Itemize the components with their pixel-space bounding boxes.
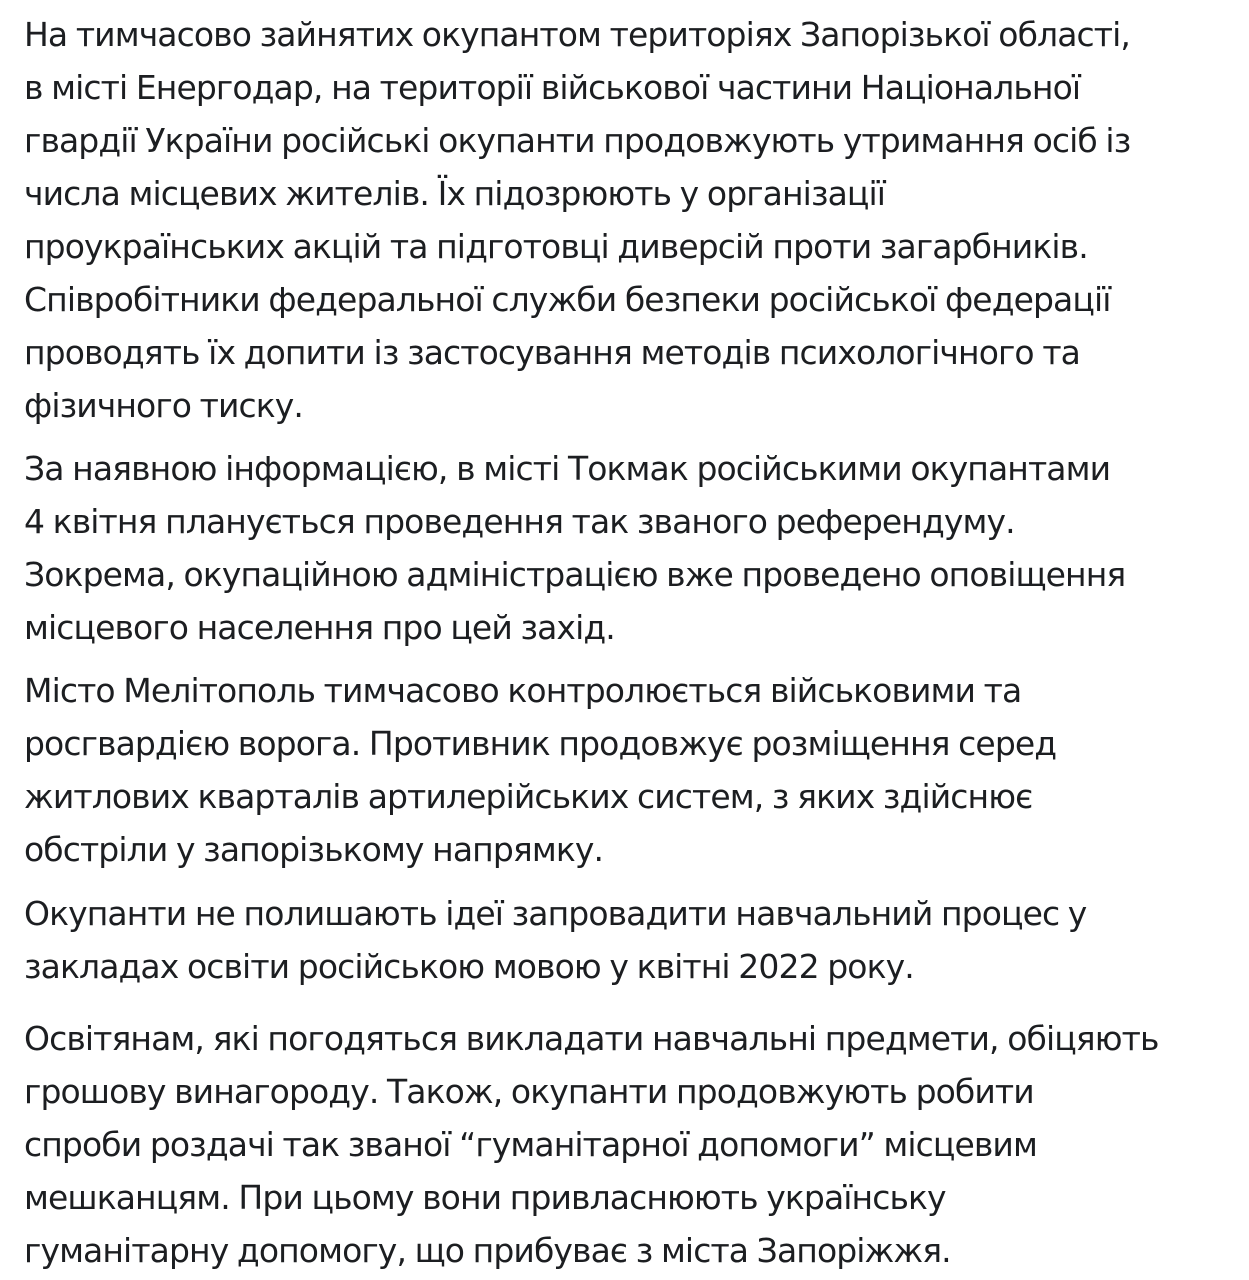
text-line: Зокрема, окупаційною адміністрацією вже проведено оповіщення <box>24 555 1126 594</box>
text-line: Місто Мелітополь тимчасово контролюється військовими та <box>24 671 1022 710</box>
paragraph-humanitarian <box>24 1012 1159 1277</box>
text-line: грошову винагороду. Також, окупанти продовжують робити <box>24 1072 1034 1111</box>
text-line: закладах освіти російською мовою у квітні 2022 року. <box>24 947 914 986</box>
text-line: спроби роздачі так званої “гуманітарної допомоги” місцевим <box>24 1125 1037 1164</box>
text-line: обстріли у запорізькому напрямку. <box>24 830 604 869</box>
paragraph-energodar <box>24 8 1130 432</box>
paragraph-tokmak <box>24 442 1125 654</box>
text-line: мешканцям. При цьому вони привласнюють українську <box>24 1178 946 1217</box>
paragraph-melitopol <box>24 664 1056 876</box>
text-line: житлових кварталів артилерійських систем, з яких здійснює <box>24 777 1033 816</box>
text-line: проводять їх допити із застосування методів психологічного та <box>24 333 1080 372</box>
paragraph-education <box>24 887 1086 993</box>
text-line: проукраїнських акцій та підготовці диверсій проти загарбників. <box>24 227 1088 266</box>
text-line: гвардії України російські окупанти продовжують утримання осіб із <box>24 121 1131 160</box>
text-line: За наявною інформацією, в місті Токмак російськими окупантами <box>24 449 1111 488</box>
text-line: Співробітники федеральної служби безпеки російської федерації <box>24 280 1111 319</box>
text-line: На тимчасово зайнятих окупантом територіях Запорізької області, <box>24 15 1130 54</box>
text-line: Освітянам, які погодяться викладати навчальні предмети, обіцяють <box>24 1019 1159 1058</box>
text-line: 4 квітня планується проведення так званого референдуму. <box>24 502 1015 541</box>
text-line: місцевого населення про цей захід. <box>24 608 615 647</box>
text-line: фізичного тиску. <box>24 386 304 425</box>
text-line: росгвардією ворога. Противник продовжує розміщення серед <box>24 724 1057 763</box>
text-line: в місті Енергодар, на території військової частини Національної <box>24 68 1081 107</box>
text-line: гуманітарну допомогу, що прибуває з міста Запоріжжя. <box>24 1231 951 1270</box>
text-line: Окупанти не полишають ідеї запровадити навчальний процес у <box>24 894 1087 933</box>
text-line: числа місцевих жителів. Їх підозрюють у організації <box>24 174 886 213</box>
